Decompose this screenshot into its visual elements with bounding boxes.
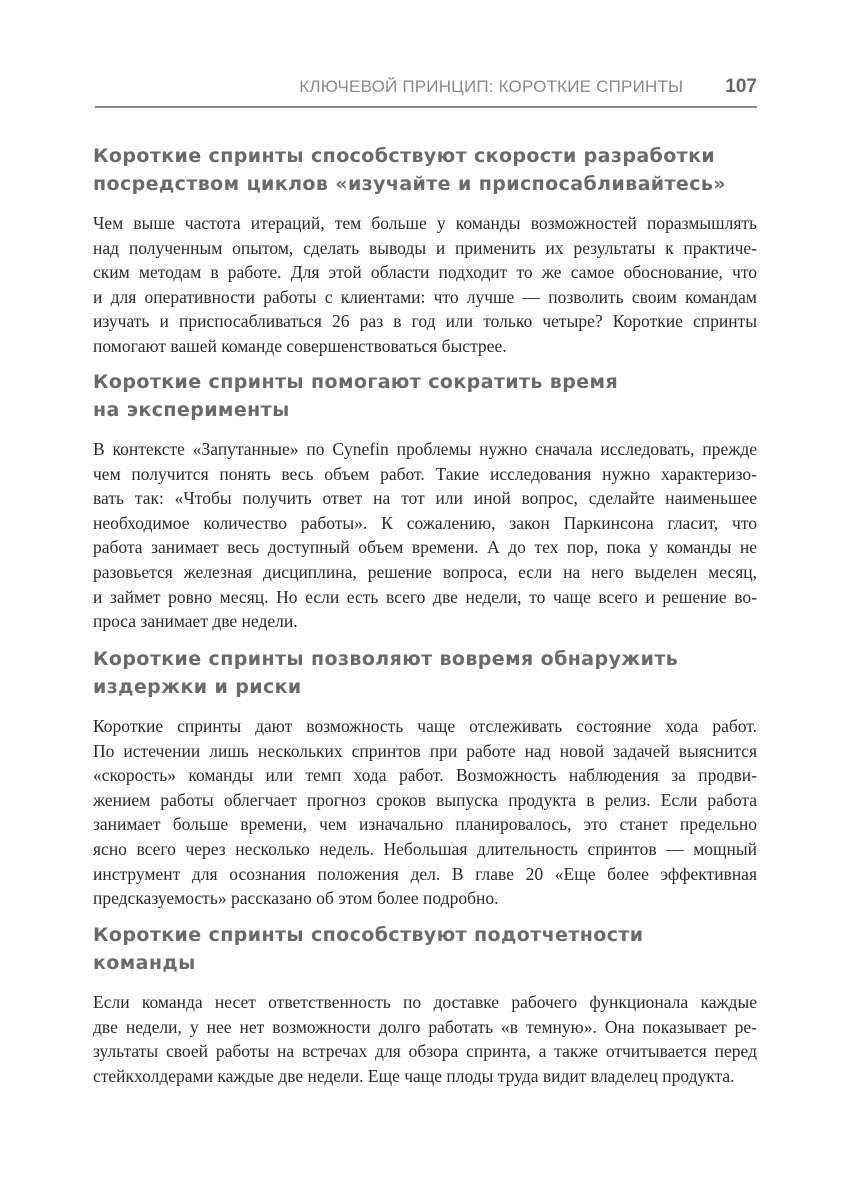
paragraph <box>93 437 757 634</box>
running-header <box>95 76 757 100</box>
paragraph-line: разовьется железная дисциплина, решение вопроса, если на него выделен месяц, <box>93 561 757 582</box>
heading-line: Короткие спринты помогают сократить время <box>93 371 619 393</box>
heading-line: Короткие спринты позволяют вовремя обнаружить <box>93 648 679 670</box>
section <box>93 368 757 634</box>
paragraph-line: и для оперативности работы с клиентами: что лучше — позволить своим командам <box>93 286 757 307</box>
paragraph-line: ясно всего через несколько недель. Небольшая длительность спринтов — мощный <box>93 838 757 859</box>
heading-line: издержки и риски <box>93 676 302 698</box>
paragraph <box>93 211 757 359</box>
paragraph-line: две недели, у нее нет возможности долго работать «в темную». Она показывает ре- <box>93 1016 757 1037</box>
paragraph <box>93 714 757 911</box>
section-heading <box>93 921 757 977</box>
section <box>93 921 757 1088</box>
paragraph-line: чем получится понять весь объем работ. Такие исследования нужно характеризо- <box>93 463 757 484</box>
section <box>93 142 757 359</box>
paragraph <box>93 990 757 1088</box>
paragraph-line: Короткие спринты дают возможность чаще отслеживать состояние хода работ. <box>93 716 757 736</box>
paragraph-line: По истечении лишь нескольких спринтов при работе над новой задачей выяснится <box>93 740 757 761</box>
paragraph-line: В контексте «Запутанные» по Cynefin проблемы нужно сначала исследовать, прежде <box>93 439 757 459</box>
running-header-title: КЛЮЧЕВОЙ ПРИНЦИП: КОРОТКИЕ СПРИНТЫ <box>299 77 684 96</box>
paragraph-line: инструмент для осознания положения дел. В главе 20 «Еще более эффективная <box>93 863 757 884</box>
paragraph-line: ским методам в работе. Для этой области подходит то же самое обоснование, что <box>93 262 757 283</box>
paragraph-line: работа занимает весь доступный объем времени. А до тех пор, пока у команды не <box>93 537 757 558</box>
paragraph-line: «скорость» команды или темп хода работ. Возможность наблюдения за продви- <box>93 765 757 786</box>
paragraph-line: жением работы облегчает прогноз сроков выпуска продукта в релиз. Если работа <box>93 789 757 810</box>
paragraph-line: необходимое количество работы». К сожалению, закон Паркинсона гласит, что <box>93 512 757 533</box>
paragraph-line: над полученным опытом, сделать выводы и применить их результаты к практиче- <box>93 237 757 258</box>
paragraph-line: зультаты своей работы на встречах для обзора спринта, а также отчитывается перед <box>93 1041 757 1062</box>
section-heading <box>93 142 757 198</box>
paragraph-line: Чем выше частота итераций, тем больше у команды возможностей поразмышлять <box>93 213 757 233</box>
header-divider <box>95 106 757 108</box>
paragraph-line: проса занимает две недели. <box>93 611 298 632</box>
paragraph-line: помогают вашей команде совершенствоваться быстрее. <box>93 335 507 356</box>
paragraph-line: вать так: «Чтобы получить ответ на тот или иной вопрос, сделайте наименьшее <box>93 488 757 509</box>
paragraph-line: изучать и приспосабливаться 26 раз в год или только четыре? Короткие спринты <box>93 311 757 332</box>
heading-line: команды <box>93 952 196 974</box>
page-number: 107 <box>725 76 757 97</box>
section-heading <box>93 645 757 701</box>
heading-line: на эксперименты <box>93 399 290 421</box>
paragraph-line: предсказуемость» рассказано об этом более подробно. <box>93 888 499 909</box>
paragraph-line: Если команда несет ответственность по доставке рабочего функционала каждые <box>93 992 757 1012</box>
paragraph-line: и займет ровно месяц. Но если есть всего две недели, то чаще всего и решение во- <box>93 586 757 607</box>
section-heading <box>93 368 757 424</box>
paragraph-line: стейкхолдерами каждые две недели. Еще чаще плоды труда видит владелец продукта. <box>93 1065 735 1086</box>
heading-line: Короткие спринты способствуют подотчетности <box>93 924 644 946</box>
section <box>93 645 757 911</box>
heading-line: Короткие спринты способствуют скорости разработки <box>93 145 716 167</box>
paragraph-line: занимает больше времени, чем изначально планировалось, это станет предельно <box>93 814 757 835</box>
heading-line: посредством циклов «изучайте и приспосабливайтесь» <box>93 173 726 195</box>
